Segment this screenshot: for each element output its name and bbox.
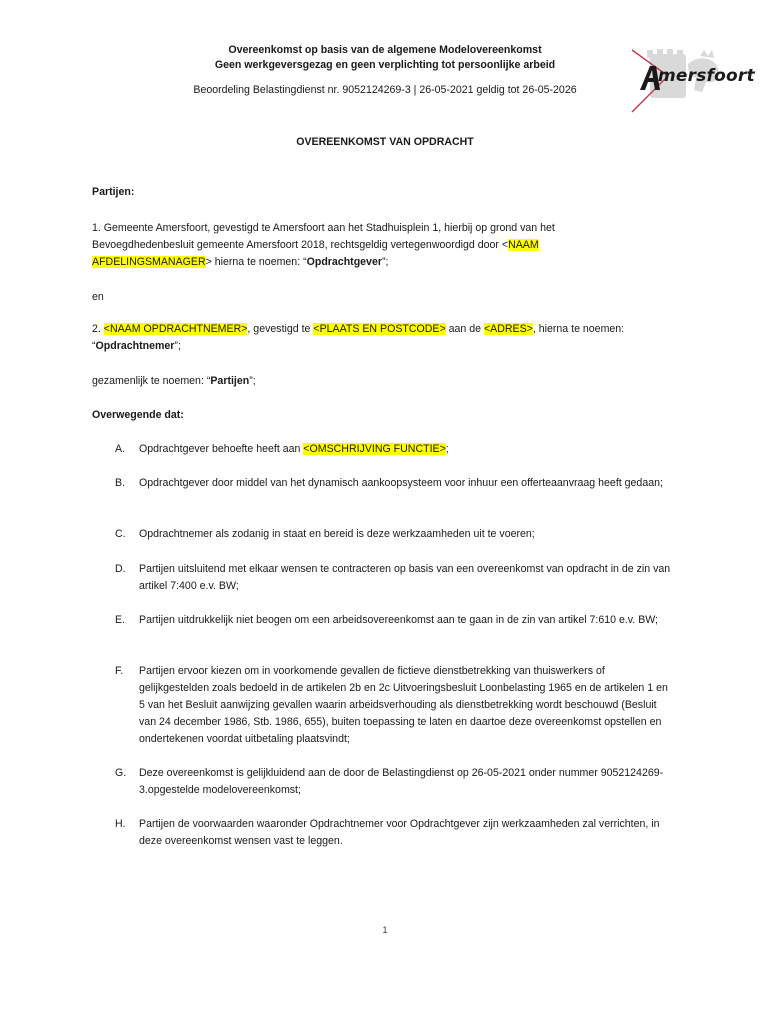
recital-text: Opdrachtgever door middel van het dynamisch aankoopsysteem voor inhuur een offerteaanvraag heeft gedaan; (139, 477, 663, 489)
party2-line2 (92, 339, 181, 353)
recital-item-d (115, 561, 675, 595)
recital-item-h (115, 816, 675, 850)
page-number: 1 (382, 925, 388, 935)
recital-letter: G. (115, 767, 127, 779)
party2-text2: aan de (445, 323, 484, 335)
recital-letter: H. (115, 818, 126, 830)
placeholder-naam-opdrachtnemer: <NAAM OPDRACHTNEMER> (103, 323, 248, 335)
party1-line3 (92, 255, 388, 269)
recital-a-text: Opdrachtgever behoefte heeft aan (139, 443, 304, 455)
logo-wordmark: mersfoort (658, 66, 755, 86)
document-title: OVEREENKOMST VAN OPDRACHT (296, 136, 474, 148)
party1-line2-text: Bevoegdhedenbesluit gemeente Amersfoort 2018, rechtsgeldig vertegenwoordigd door < (92, 239, 509, 251)
recital-text: Opdrachtnemer als zodanig in staat en bereid is deze werkzaamheden uit te voeren; (139, 528, 535, 540)
recital-letter: E. (115, 614, 126, 626)
party2-line2-end: ”; (174, 340, 181, 352)
recital-text (139, 441, 675, 458)
jointly-line (92, 374, 256, 388)
recital-item-f (115, 663, 675, 748)
recital-text: Partijen de voorwaarden waaronder Opdrachtnemer voor Opdrachtgever zijn werkzaamheden zal verrichten, in deze overeenkomst wensen vast te leggen. (139, 818, 660, 847)
recital-letter: A. (115, 443, 126, 455)
party2-text1: , gevestigd te (247, 323, 314, 335)
recital-text: Partijen uitsluitend met elkaar wensen te contracteren op basis van een overeenkomst van opdracht in de zin van artikel 7:400 e.v. BW; (139, 563, 671, 592)
recital-letter: D. (115, 563, 126, 575)
recital-text: Partijen ervoor kiezen om in voorkomende gevallen de fictieve dienstbetrekking van thuiswerkers of gelijkgestelden zoals bedoeld in de artikelen 2b en 2c Uitvoeringsbesluit Loonbelasting 1965 en de artikelen 1 en 5 van het Besluit aanwijzing gevallen waarin arbeidsverhouding als dienstbetrekking wordt beschouwd (Besluit van 24 december 1986, Stb. 1986, 655), buiten toepassing te laten en daartoe deze overeenkomst opstellen en ondertekenen voordat uitbetaling plaatsvindt; (139, 665, 668, 745)
term-opdrachtnemer: Opdrachtnemer (95, 340, 175, 352)
recital-item-a (115, 441, 675, 458)
parties-heading: Partijen: (92, 186, 135, 198)
placeholder-naam: NAAM (508, 239, 539, 251)
header-title-line1: Overeenkomst op basis van de algemene Modelovereenkomst (228, 44, 542, 56)
placeholder-omschrijving-functie: <OMSCHRIJVING FUNCTIE> (303, 443, 446, 455)
recital-letter: B. (115, 477, 126, 489)
party2-text3: , hierna te noemen: (532, 323, 625, 335)
party2-prefix: 2. (92, 323, 104, 335)
placeholder-adres: <ADRES> (483, 323, 533, 335)
header-title-line2: Geen werkgeversgezag en geen verplichting tot persoonlijke arbeid (214, 59, 556, 71)
recital-text: Partijen uitdrukkelijk niet beogen om een arbeidsovereenkomst aan te gaan in de zin van artikel 7:610 e.v. BW; (139, 614, 659, 626)
recital-item-g (115, 765, 675, 799)
party1-line1: 1. Gemeente Amersfoort, gevestigd te Amersfoort aan het Stadhuisplein 1, hierbij op grond van het (92, 222, 555, 234)
placeholder-plaats-postcode: <PLAATS EN POSTCODE> (313, 323, 446, 335)
recital-item-c (115, 526, 675, 543)
recital-letter: C. (115, 528, 126, 540)
recital-letter: F. (115, 665, 124, 677)
amersfoort-logo (610, 44, 755, 116)
party1-line3-text: > hierna te noemen: “ (205, 256, 307, 268)
term-opdrachtgever: Opdrachtgever (306, 256, 382, 268)
header-assessment-line: Beoordeling Belastingdienst nr. 9052124269-3 | 26-05-2021 geldig tot 26-05-2026 (193, 84, 577, 96)
considering-heading: Overwegende dat: (92, 409, 184, 421)
term-partijen: Partijen (210, 375, 250, 387)
placeholder-afdelingsmanager: AFDELINGSMANAGER (92, 256, 206, 268)
party1-line3-end: ”; (381, 256, 389, 268)
recital-item-b (115, 475, 675, 492)
party2-line1 (92, 322, 624, 336)
party1-line2 (92, 238, 539, 252)
recital-item-e (115, 612, 675, 629)
conjunction-en: en (92, 291, 104, 303)
recital-text: Deze overeenkomst is gelijkluidend aan de door de Belastingdienst op 26-05-2021 onder nummer 9052124269-3.opgestelde modelovereenkomst; (139, 767, 664, 796)
jointly-text: gezamenlijk te noemen: “ (92, 375, 211, 387)
recital-a-end: ; (445, 443, 449, 455)
quote-open: “ (92, 340, 96, 352)
jointly-end: ”; (249, 375, 256, 387)
